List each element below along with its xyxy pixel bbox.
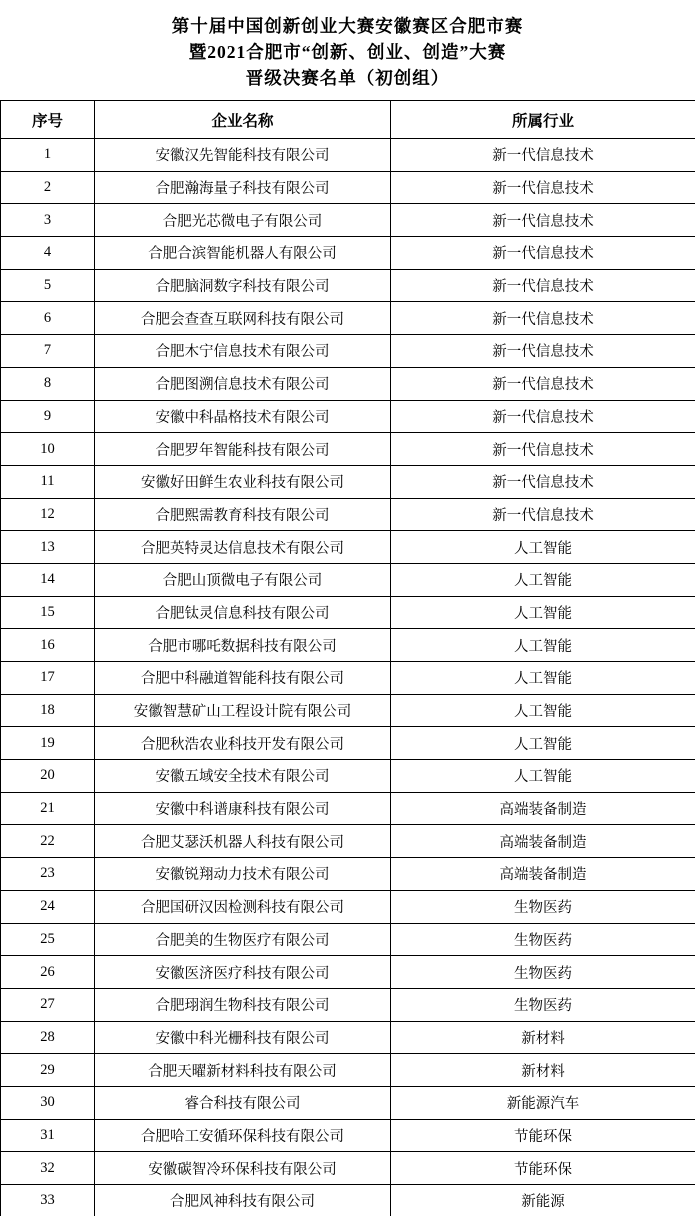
table-row: [1, 1119, 695, 1152]
cell-industry: 新能源汽车: [391, 1086, 695, 1119]
table-row: [1, 1021, 695, 1054]
cell-no: 3: [1, 204, 95, 237]
cell-company: 睿合科技有限公司: [95, 1086, 391, 1119]
cell-no: 20: [1, 760, 95, 793]
cell-company: 合肥艾瑟沃机器人科技有限公司: [95, 825, 391, 858]
cell-company: 合肥木宁信息技术有限公司: [95, 335, 391, 368]
table-row: [1, 302, 695, 335]
table-row: [1, 367, 695, 400]
cell-industry: 新一代信息技术: [391, 433, 695, 466]
table-row: [1, 531, 695, 564]
cell-industry: 高端装备制造: [391, 792, 695, 825]
table-row: [1, 988, 695, 1021]
cell-no: 28: [1, 1021, 95, 1054]
cell-industry: 新一代信息技术: [391, 498, 695, 531]
cell-company: 合肥秋浩农业科技开发有限公司: [95, 727, 391, 760]
cell-industry: 新一代信息技术: [391, 302, 695, 335]
cell-no: 23: [1, 858, 95, 891]
cell-industry: 新一代信息技术: [391, 335, 695, 368]
cell-no: 9: [1, 400, 95, 433]
table-row: [1, 1086, 695, 1119]
table-row: [1, 662, 695, 695]
cell-no: 5: [1, 269, 95, 302]
cell-industry: 节能环保: [391, 1152, 695, 1185]
cell-no: 27: [1, 988, 95, 1021]
cell-no: 14: [1, 563, 95, 596]
cell-company: 合肥哈工安循环保科技有限公司: [95, 1119, 391, 1152]
cell-no: 18: [1, 694, 95, 727]
cell-industry: 人工智能: [391, 760, 695, 793]
cell-company: 安徽汉先智能科技有限公司: [95, 139, 391, 172]
cell-no: 31: [1, 1119, 95, 1152]
cell-company: 安徽五域安全技术有限公司: [95, 760, 391, 793]
table-row: [1, 465, 695, 498]
cell-industry: 高端装备制造: [391, 825, 695, 858]
cell-company: 合肥风神科技有限公司: [95, 1185, 391, 1216]
document-title: [0, 0, 695, 100]
cell-industry: 人工智能: [391, 563, 695, 596]
finalists-table: [0, 100, 695, 1216]
cell-no: 29: [1, 1054, 95, 1087]
table-row: [1, 1054, 695, 1087]
cell-company: 合肥图溯信息技术有限公司: [95, 367, 391, 400]
title-line-3: 晋级决赛名单（初创组）: [245, 68, 450, 88]
cell-industry: 节能环保: [391, 1119, 695, 1152]
table-row: [1, 400, 695, 433]
cell-no: 6: [1, 302, 95, 335]
cell-industry: 新一代信息技术: [391, 139, 695, 172]
cell-no: 24: [1, 890, 95, 923]
cell-company: 合肥脑洞数字科技有限公司: [95, 269, 391, 302]
table-row: [1, 433, 695, 466]
cell-company: 安徽智慧矿山工程设计院有限公司: [95, 694, 391, 727]
table-row: [1, 629, 695, 662]
cell-no: 22: [1, 825, 95, 858]
cell-no: 10: [1, 433, 95, 466]
cell-no: 4: [1, 237, 95, 270]
cell-industry: 新一代信息技术: [391, 237, 695, 270]
cell-company: 合肥钛灵信息科技有限公司: [95, 596, 391, 629]
cell-no: 32: [1, 1152, 95, 1185]
cell-company: 合肥市哪吒数据科技有限公司: [95, 629, 391, 662]
cell-company: 安徽中科晶格技术有限公司: [95, 400, 391, 433]
cell-no: 16: [1, 629, 95, 662]
cell-industry: 高端装备制造: [391, 858, 695, 891]
cell-no: 11: [1, 465, 95, 498]
cell-industry: 人工智能: [391, 727, 695, 760]
table-row: [1, 171, 695, 204]
cell-industry: 新一代信息技术: [391, 171, 695, 204]
cell-company: 合肥熙需教育科技有限公司: [95, 498, 391, 531]
cell-company: 合肥山顶微电子有限公司: [95, 563, 391, 596]
table-row: [1, 694, 695, 727]
cell-no: 25: [1, 923, 95, 956]
cell-industry: 人工智能: [391, 662, 695, 695]
cell-no: 30: [1, 1086, 95, 1119]
cell-company: 合肥英特灵达信息技术有限公司: [95, 531, 391, 564]
cell-company: 安徽中科谱康科技有限公司: [95, 792, 391, 825]
table-row: [1, 760, 695, 793]
cell-company: 合肥珝润生物科技有限公司: [95, 988, 391, 1021]
table-row: [1, 335, 695, 368]
cell-no: 17: [1, 662, 95, 695]
cell-no: 8: [1, 367, 95, 400]
table-row: [1, 792, 695, 825]
cell-industry: 新一代信息技术: [391, 367, 695, 400]
cell-industry: 新一代信息技术: [391, 465, 695, 498]
cell-company: 合肥合滨智能机器人有限公司: [95, 237, 391, 270]
table-header-row: [1, 101, 695, 139]
cell-company: 合肥瀚海量子科技有限公司: [95, 171, 391, 204]
cell-company: 合肥国研汉因检测科技有限公司: [95, 890, 391, 923]
table-row: [1, 923, 695, 956]
table-row: [1, 890, 695, 923]
cell-industry: 新材料: [391, 1021, 695, 1054]
table-row: [1, 204, 695, 237]
table-row: [1, 727, 695, 760]
table-row: [1, 237, 695, 270]
table-row: [1, 825, 695, 858]
column-header-no: 序号: [1, 101, 95, 139]
cell-industry: 生物医药: [391, 923, 695, 956]
cell-no: 26: [1, 956, 95, 989]
cell-company: 合肥罗年智能科技有限公司: [95, 433, 391, 466]
table-row: [1, 1185, 695, 1216]
table-row: [1, 498, 695, 531]
cell-company: 合肥会查查互联网科技有限公司: [95, 302, 391, 335]
table-row: [1, 1152, 695, 1185]
cell-industry: 人工智能: [391, 694, 695, 727]
cell-no: 7: [1, 335, 95, 368]
table-row: [1, 596, 695, 629]
cell-company: 合肥天曜新材料科技有限公司: [95, 1054, 391, 1087]
cell-company: 合肥美的生物医疗有限公司: [95, 923, 391, 956]
cell-industry: 人工智能: [391, 596, 695, 629]
cell-no: 2: [1, 171, 95, 204]
cell-no: 19: [1, 727, 95, 760]
cell-company: 合肥中科融道智能科技有限公司: [95, 662, 391, 695]
title-line-2: 暨2021合肥市“创新、创业、创造”大赛: [188, 42, 507, 62]
cell-company: 安徽碳智冷环保科技有限公司: [95, 1152, 391, 1185]
cell-industry: 新一代信息技术: [391, 400, 695, 433]
column-header-industry: 所属行业: [391, 101, 695, 139]
column-header-company: 企业名称: [95, 101, 391, 139]
cell-no: 15: [1, 596, 95, 629]
cell-industry: 生物医药: [391, 890, 695, 923]
cell-company: 安徽中科光栅科技有限公司: [95, 1021, 391, 1054]
cell-company: 安徽好田鲜生农业科技有限公司: [95, 465, 391, 498]
cell-industry: 生物医药: [391, 988, 695, 1021]
table-row: [1, 858, 695, 891]
cell-company: 安徽医济医疗科技有限公司: [95, 956, 391, 989]
cell-company: 合肥光芯微电子有限公司: [95, 204, 391, 237]
table-row: [1, 956, 695, 989]
table-row: [1, 563, 695, 596]
title-line-1: 第十届中国创新创业大赛安徽赛区合肥市赛: [171, 16, 524, 36]
table-row: [1, 139, 695, 172]
cell-no: 12: [1, 498, 95, 531]
cell-industry: 新材料: [391, 1054, 695, 1087]
cell-industry: 新能源: [391, 1185, 695, 1216]
cell-no: 33: [1, 1185, 95, 1216]
cell-industry: 生物医药: [391, 956, 695, 989]
cell-industry: 新一代信息技术: [391, 269, 695, 302]
cell-industry: 人工智能: [391, 629, 695, 662]
cell-no: 21: [1, 792, 95, 825]
cell-industry: 新一代信息技术: [391, 204, 695, 237]
cell-company: 安徽锐翔动力技术有限公司: [95, 858, 391, 891]
cell-industry: 人工智能: [391, 531, 695, 564]
table-row: [1, 269, 695, 302]
cell-no: 1: [1, 139, 95, 172]
cell-no: 13: [1, 531, 95, 564]
